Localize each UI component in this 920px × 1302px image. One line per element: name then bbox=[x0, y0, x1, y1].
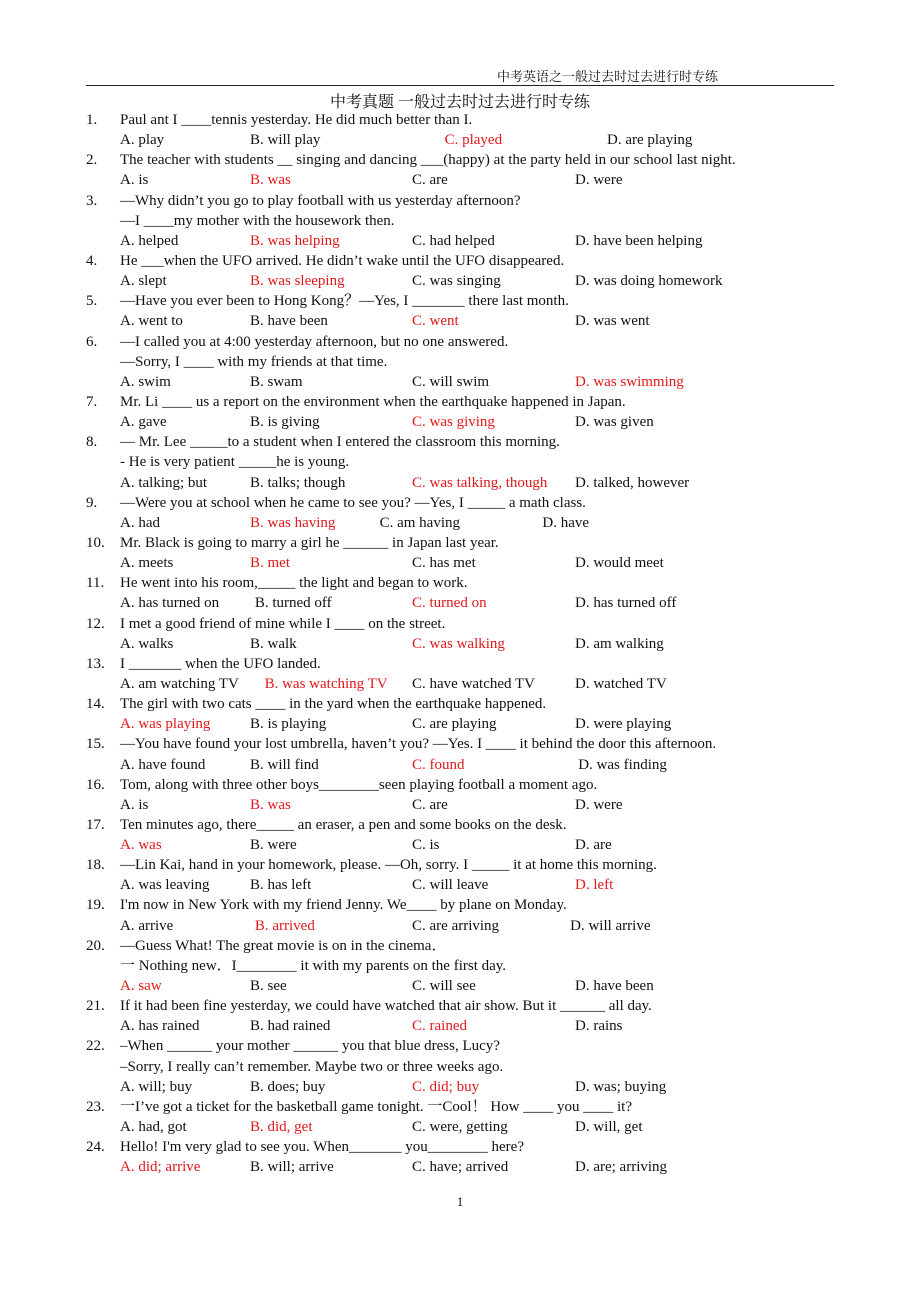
question-stem-line bbox=[0, 291, 920, 311]
question-number: 23. bbox=[86, 1098, 105, 1115]
question-text: I met a good friend of mine while I ____ on the street. bbox=[120, 615, 446, 632]
correct-answer-option: B. was bbox=[250, 796, 291, 813]
question-list bbox=[0, 110, 920, 1177]
question-stem-line bbox=[0, 694, 920, 714]
options-row bbox=[0, 835, 920, 855]
options-row bbox=[0, 231, 920, 251]
correct-answer-option: C. was giving bbox=[412, 414, 495, 431]
question-stem-line bbox=[0, 211, 920, 231]
answer-option: A. swim bbox=[120, 373, 171, 390]
page-header-text: 中考英语之一般过去时过去进行时专练 bbox=[497, 69, 719, 84]
correct-answer-option: B. arrived bbox=[254, 917, 315, 934]
question-number: 18. bbox=[86, 857, 105, 874]
options-row bbox=[0, 634, 920, 654]
answer-option: D. watched TV bbox=[575, 675, 667, 692]
answer-option: C. were, getting bbox=[412, 1119, 508, 1136]
question-text: Tom, along with three other boys________seen playing football a moment ago. bbox=[120, 776, 598, 793]
options-row bbox=[0, 976, 920, 996]
answer-option: A. was leaving bbox=[120, 877, 210, 894]
correct-answer-option: B. was having bbox=[250, 514, 336, 531]
answer-option: A. went to bbox=[120, 313, 183, 330]
question-stem-line bbox=[0, 191, 920, 211]
answer-option: D. talked, however bbox=[575, 474, 690, 491]
question-text: Ten minutes ago, there_____ an eraser, a pen and some books on the desk. bbox=[120, 816, 567, 833]
question-stem-line bbox=[0, 855, 920, 875]
correct-answer-option: A. did; arrive bbox=[120, 1159, 201, 1176]
answer-option: A. have found bbox=[120, 756, 206, 773]
correct-answer-option: A. was bbox=[120, 837, 162, 854]
answer-option: A. had, got bbox=[120, 1119, 187, 1136]
answer-option: B. will play bbox=[250, 132, 321, 149]
answer-option: C. are bbox=[412, 172, 448, 189]
question-number: 10. bbox=[86, 534, 105, 551]
question-stem-line bbox=[0, 392, 920, 412]
question-stem-line bbox=[0, 251, 920, 271]
question-stem-line bbox=[0, 110, 920, 130]
question-number: 24. bbox=[86, 1139, 105, 1156]
question-stem-line bbox=[0, 1036, 920, 1056]
options-row bbox=[0, 553, 920, 573]
correct-answer-option: B. was bbox=[250, 172, 291, 189]
answer-option: B. is playing bbox=[250, 716, 327, 733]
options-row bbox=[0, 714, 920, 734]
page-number: 1 bbox=[456, 1194, 464, 1209]
question-text: —I ____my mother with the housework then. bbox=[120, 212, 395, 229]
question-stem-line bbox=[0, 533, 920, 553]
answer-option: D. will arrive bbox=[570, 917, 651, 934]
answer-option: C. will swim bbox=[412, 373, 490, 390]
question-stem-line bbox=[0, 936, 920, 956]
question-number: 2. bbox=[86, 152, 98, 169]
question-number: 19. bbox=[86, 897, 105, 914]
answer-option: D. was; buying bbox=[575, 1078, 667, 1095]
answer-option: A. helped bbox=[120, 232, 179, 249]
correct-answer-option: D. was swimming bbox=[575, 373, 684, 390]
answer-option: A. has rained bbox=[120, 1018, 200, 1035]
answer-option: B. will; arrive bbox=[250, 1159, 334, 1176]
question-text: —I called you at 4:00 yesterday afternoon, but no one answered. bbox=[120, 333, 509, 350]
header-rule bbox=[86, 85, 834, 86]
answer-option: D. was finding bbox=[578, 756, 667, 773]
question-number: 7. bbox=[86, 393, 98, 410]
question-stem-line bbox=[0, 956, 920, 976]
question-text: - He is very patient _____he is young. bbox=[120, 454, 350, 471]
correct-answer-option: C. found bbox=[412, 756, 465, 773]
answer-option: A. will; buy bbox=[120, 1078, 193, 1095]
question-number: 9. bbox=[86, 494, 98, 511]
options-row bbox=[0, 795, 920, 815]
question-number: 8. bbox=[86, 434, 98, 451]
question-stem-line bbox=[0, 1137, 920, 1157]
answer-option: C. are playing bbox=[412, 716, 497, 733]
answer-option: D. were bbox=[575, 796, 623, 813]
question-stem-line bbox=[0, 815, 920, 835]
question-text: 一 Nothing new．I________ it with my parents on the first day. bbox=[120, 957, 507, 974]
question-number: 20. bbox=[86, 937, 105, 954]
options-row bbox=[0, 372, 920, 392]
question-text: Hello! I'm very glad to see you. When_______ you________ here? bbox=[120, 1139, 524, 1156]
question-number: 5. bbox=[86, 293, 98, 310]
answer-option: A. am watching TV bbox=[120, 675, 239, 692]
answer-option: A. had bbox=[120, 514, 160, 531]
answer-option: B. is giving bbox=[250, 414, 320, 431]
answer-option: B. has left bbox=[250, 877, 312, 894]
options-row bbox=[0, 1077, 920, 1097]
answer-option: D. were playing bbox=[575, 716, 672, 733]
answer-option: A. is bbox=[120, 796, 149, 813]
question-stem-line bbox=[0, 452, 920, 472]
correct-answer-option: B. did, get bbox=[250, 1119, 313, 1136]
options-row bbox=[0, 130, 920, 150]
answer-option: B. see bbox=[250, 978, 287, 995]
answer-option: A. gave bbox=[120, 414, 167, 431]
correct-answer-option: C. was walking bbox=[412, 635, 505, 652]
answer-option: A. meets bbox=[120, 555, 174, 572]
answer-option: C. are bbox=[412, 796, 448, 813]
correct-answer-option: A. saw bbox=[120, 978, 162, 995]
answer-option: A. play bbox=[120, 132, 165, 149]
question-text: —Why didn’t you go to play football with us yesterday afternoon? bbox=[120, 192, 521, 209]
answer-option: D. are bbox=[575, 837, 612, 854]
question-stem-line bbox=[0, 775, 920, 795]
question-text: —Lin Kai, hand in your homework, please. —Oh, sorry. I _____ it at home this morning. bbox=[120, 857, 657, 874]
answer-option: D. are playing bbox=[607, 132, 693, 149]
question-number: 12. bbox=[86, 615, 105, 632]
correct-answer-option: C. did; buy bbox=[412, 1078, 480, 1095]
answer-option: C. has met bbox=[412, 555, 476, 572]
options-row bbox=[0, 271, 920, 291]
question-text: —Were you at school when he came to see you? —Yes, I _____ a math class. bbox=[120, 494, 586, 511]
question-number: 21. bbox=[86, 998, 105, 1015]
question-text: He ___when the UFO arrived. He didn’t wake until the UFO disappeared. bbox=[120, 252, 565, 269]
answer-option: B. walk bbox=[250, 635, 297, 652]
answer-option: C. have watched TV bbox=[412, 675, 536, 692]
question-number: 1. bbox=[86, 112, 98, 128]
answer-option: C. is bbox=[412, 837, 440, 854]
answer-option: D. are; arriving bbox=[575, 1159, 668, 1176]
question-stem-line bbox=[0, 895, 920, 915]
answer-option: B. will find bbox=[250, 756, 319, 773]
correct-answer-option: C. was talking, though bbox=[412, 474, 548, 491]
answer-option: B. had rained bbox=[250, 1018, 331, 1035]
question-text: He went into his room,_____ the light and began to work. bbox=[120, 575, 468, 592]
question-stem-line bbox=[0, 150, 920, 170]
correct-answer-option: C. went bbox=[412, 313, 459, 330]
answer-option: D. have been bbox=[575, 978, 654, 995]
question-text: The girl with two cats ____ in the yard when the earthquake happened. bbox=[120, 696, 547, 713]
question-text: The teacher with students __ singing and dancing ___(happy) at the party held in our school last night. bbox=[120, 152, 736, 169]
question-text: 一I’ve got a ticket for the basketball game tonight. 一Cool！ How ____ you ____ it? bbox=[120, 1098, 632, 1115]
options-row bbox=[0, 674, 920, 694]
answer-option: D. has turned off bbox=[575, 595, 677, 612]
options-row bbox=[0, 1016, 920, 1036]
options-row bbox=[0, 916, 920, 936]
question-text: I'm now in New York with my friend Jenny. We____ by plane on Monday. bbox=[120, 897, 567, 914]
answer-option: D. were bbox=[575, 172, 623, 189]
options-row bbox=[0, 170, 920, 190]
question-stem-line bbox=[0, 614, 920, 634]
options-row bbox=[0, 875, 920, 895]
answer-option: D. have been helping bbox=[575, 232, 703, 249]
answer-option: B. swam bbox=[250, 373, 303, 390]
correct-answer-option: A. was playing bbox=[120, 716, 211, 733]
options-row bbox=[0, 473, 920, 493]
options-row bbox=[0, 412, 920, 432]
answer-option: D. rains bbox=[575, 1018, 623, 1035]
answer-option: B. talks; though bbox=[250, 474, 346, 491]
answer-option: C. have; arrived bbox=[412, 1159, 509, 1176]
answer-option: D. was doing homework bbox=[575, 273, 723, 290]
answer-option: A. is bbox=[120, 172, 149, 189]
question-text: Mr. Li ____ us a report on the environment when the earthquake happened in Japan. bbox=[120, 393, 626, 410]
question-text: —You have found your lost umbrella, haven’t you? —Yes. I ____ it behind the door this afternoon. bbox=[120, 736, 717, 753]
answer-option: B. have been bbox=[250, 313, 328, 330]
question-number: 3. bbox=[86, 192, 98, 209]
answer-option: B. does; buy bbox=[250, 1078, 326, 1095]
answer-option: C. are arriving bbox=[412, 917, 500, 934]
options-row bbox=[0, 1157, 920, 1177]
question-text: I _______ when the UFO landed. bbox=[120, 655, 321, 672]
question-number: 4. bbox=[86, 252, 98, 269]
question-text: Paul ant I ____tennis yesterday. He did much better than I. bbox=[120, 112, 473, 128]
answer-option: C. will see bbox=[412, 978, 476, 995]
answer-option: A. has turned on bbox=[120, 595, 220, 612]
correct-answer-option: B. was watching TV bbox=[264, 675, 388, 692]
question-stem-line bbox=[0, 573, 920, 593]
answer-option: B. turned off bbox=[254, 595, 332, 612]
question-text: –Sorry, I really can’t remember. Maybe two or three weeks ago. bbox=[120, 1058, 504, 1075]
question-stem-line bbox=[0, 332, 920, 352]
question-number: 6. bbox=[86, 333, 98, 350]
options-row bbox=[0, 513, 920, 533]
answer-option: A. talking; but bbox=[120, 474, 208, 491]
answer-option: A. slept bbox=[120, 273, 167, 290]
answer-option: A. walks bbox=[120, 635, 174, 652]
options-row bbox=[0, 1117, 920, 1137]
options-row bbox=[0, 755, 920, 775]
question-number: 11. bbox=[86, 575, 105, 592]
correct-answer-option: C. turned on bbox=[412, 595, 487, 612]
answer-option: D. have bbox=[542, 514, 590, 531]
question-stem-line bbox=[0, 996, 920, 1016]
question-stem-line bbox=[0, 1057, 920, 1077]
question-stem-line bbox=[0, 493, 920, 513]
correct-answer-option: B. met bbox=[250, 555, 290, 572]
question-stem-line bbox=[0, 1097, 920, 1117]
answer-option: D. was went bbox=[575, 313, 650, 330]
question-stem-line bbox=[0, 734, 920, 754]
question-number: 14. bbox=[86, 696, 105, 713]
question-text: — Mr. Lee _____to a student when I entered the classroom this morning. bbox=[120, 434, 560, 451]
options-row bbox=[0, 311, 920, 331]
question-stem-line bbox=[0, 654, 920, 674]
question-text: Mr. Black is going to marry a girl he ______ in Japan last year. bbox=[120, 534, 499, 551]
question-text: —Sorry, I ____ with my friends at that time. bbox=[120, 353, 388, 370]
correct-answer-option: D. left bbox=[575, 877, 614, 894]
question-number: 13. bbox=[86, 655, 105, 672]
answer-option: D. would meet bbox=[575, 555, 664, 572]
answer-option: A. arrive bbox=[120, 917, 174, 934]
options-row bbox=[0, 593, 920, 613]
question-text: –When ______ your mother ______ you that blue dress, Lucy? bbox=[120, 1038, 500, 1055]
answer-option: C. am having bbox=[379, 514, 460, 531]
page-title: 中考真题 一般过去时过去进行时专练 bbox=[329, 94, 590, 111]
answer-option: C. will leave bbox=[412, 877, 489, 894]
question-stem-line bbox=[0, 352, 920, 372]
answer-option: D. am walking bbox=[575, 635, 664, 652]
question-number: 15. bbox=[86, 736, 105, 753]
correct-answer-option: B. was sleeping bbox=[250, 273, 345, 290]
question-text: —Guess What! The great movie is on in the cinema． bbox=[120, 937, 447, 954]
answer-option: C. was singing bbox=[412, 273, 501, 290]
question-number: 16. bbox=[86, 776, 105, 793]
answer-option: B. were bbox=[250, 837, 297, 854]
question-stem-line bbox=[0, 432, 920, 452]
correct-answer-option: B. was helping bbox=[250, 232, 340, 249]
answer-option: D. was given bbox=[575, 414, 654, 431]
answer-option: D. will, get bbox=[575, 1119, 643, 1136]
question-text: —Have you ever been to Hong Kong？—Yes, I _______ there last month. bbox=[120, 293, 569, 310]
correct-answer-option: C. played bbox=[444, 132, 503, 149]
question-text: If it had been fine yesterday, we could have watched that air show. But it ______ all day. bbox=[120, 998, 652, 1015]
correct-answer-option: C. rained bbox=[412, 1018, 467, 1035]
answer-option: C. had helped bbox=[412, 232, 495, 249]
question-number: 17. bbox=[86, 816, 105, 833]
question-number: 22. bbox=[86, 1038, 105, 1055]
